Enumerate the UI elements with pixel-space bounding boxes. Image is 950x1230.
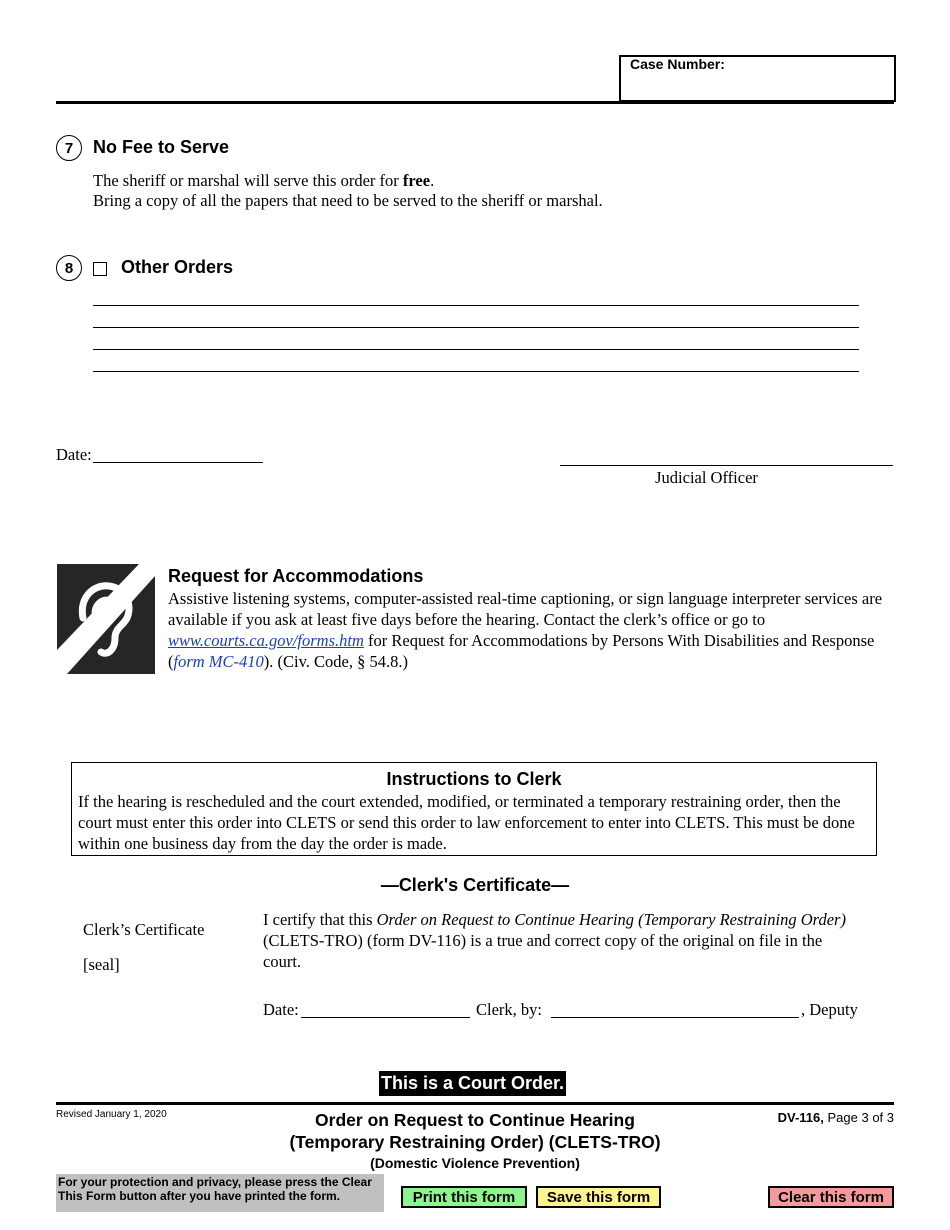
form-id: DV-116,	[777, 1110, 824, 1125]
hearing-assistance-icon	[57, 564, 155, 674]
other-orders-line-4[interactable]	[93, 371, 859, 372]
section-8-title: Other Orders	[121, 257, 234, 277]
revised-date: Revised January 1, 2020	[56, 1109, 167, 1120]
save-form-button[interactable]: Save this form	[536, 1186, 661, 1208]
case-number-label: Case Number:	[630, 56, 725, 72]
footer-rule	[56, 1102, 894, 1105]
certificate-date-field[interactable]	[301, 1017, 470, 1018]
footer-title-line-2: (Temporary Restraining Order) (CLETS-TRO)	[289, 1132, 661, 1152]
clerk-instructions-title: Instructions to Clerk	[386, 769, 562, 789]
clerk-signature-line[interactable]	[551, 1017, 799, 1018]
clerk-instructions-text: If the hearing is rescheduled and the court extended, modified, or terminated a temporary restraining order, then the court must enter this order into CLETS or send this order to law enforcement to enter into CLETS. This must be done within one business day from the day the order is made.	[78, 792, 855, 853]
court-order-banner: This is a Court Order.	[379, 1071, 566, 1096]
other-orders-line-2[interactable]	[93, 327, 859, 328]
free-text: free	[402, 171, 431, 190]
date-label: Date:	[56, 445, 92, 464]
clerks-certificate-text: I certify that this Order on Request to Continue Hearing (Temporary Restraining Order) (CLETS-TRO) (form DV-116) is a true and correct copy of the original on file in the court.	[263, 910, 846, 971]
judicial-officer-label: Judicial Officer	[655, 468, 758, 487]
footer-title-line-3: (Domestic Violence Prevention)	[370, 1155, 580, 1171]
footer-title-line-1: Order on Request to Continue Hearing	[315, 1110, 635, 1130]
form-mc-410-link[interactable]: form MC-410	[173, 652, 264, 671]
other-orders-line-1[interactable]	[93, 305, 859, 306]
section-7-title: No Fee to Serve	[93, 137, 230, 157]
other-orders-line-3[interactable]	[93, 349, 859, 350]
date-field[interactable]	[93, 462, 263, 463]
clear-form-button[interactable]: Clear this form	[768, 1186, 894, 1208]
section-7-line-2: Bring a copy of all the papers that need to be served to the sheriff or marshal.	[93, 191, 603, 210]
deputy-label: , Deputy	[801, 1000, 858, 1019]
clerks-certificate-heading: —Clerk's Certificate—	[380, 875, 570, 895]
courts-forms-link[interactable]: www.courts.ca.gov/forms.htm	[168, 631, 364, 650]
accommodations-text: Assistive listening systems, computer-assisted real-time captioning, or sign language interpreter services are available if you ask at least five days before the hearing. Contact the clerk’s office or go to www.courts.ca.gov/forms.htm for Request for Accommodations by Persons With Disabilities and Response (form MC-410). (Civ. Code, § 54.8.)	[168, 589, 883, 671]
item-number-8: 8	[56, 255, 82, 281]
judicial-officer-signature-line[interactable]	[560, 465, 893, 466]
item-number-7: 7	[56, 135, 82, 161]
accommodations-title: Request for Accommodations	[168, 566, 424, 586]
privacy-notice: For your protection and privacy, please press the Clear This Form button after you have printed the form.	[56, 1174, 384, 1212]
clerk-by-label: Clerk, by:	[476, 1000, 542, 1019]
form-page-info	[700, 1110, 894, 1125]
print-form-button[interactable]: Print this form	[401, 1186, 527, 1208]
header-rule	[56, 101, 894, 104]
section-7-line-1: The sheriff or marshal will serve this order for free.	[93, 171, 435, 190]
certificate-date-label: Date:	[263, 1000, 299, 1019]
page-number: Page 3 of 3	[827, 1110, 894, 1125]
clerks-certificate-label: Clerk’s Certificate	[83, 920, 205, 939]
other-orders-checkbox[interactable]	[93, 262, 107, 276]
footer-title	[200, 1109, 750, 1173]
seal-label: [seal]	[83, 955, 120, 974]
